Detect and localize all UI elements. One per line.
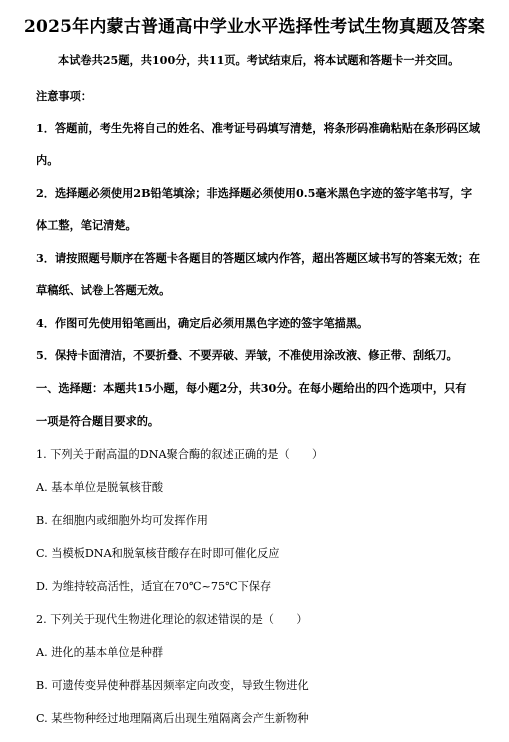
notice-4: 4．作图可先使用铅笔画出，确定后必须用黑色字迹的签字笔描黑。 — [36, 316, 369, 330]
intro-text: 本试卷共25题，共100分，共11页。考试结束后，将本试题和答题卡一并交回。 — [58, 53, 460, 67]
question-1-stem: 1. 下列关于耐高温的DNA聚合酶的叙述正确的是（ ） — [36, 448, 324, 461]
question-2-option-b: B. 可遗传变异使种群基因频率定向改变，导致生物进化 — [36, 679, 309, 692]
question-2-option-a: A. 进化的基本单位是种群 — [36, 646, 164, 659]
notice-2-line-2: 体工整，笔记清楚。 — [36, 218, 137, 232]
notice-1-line-2: 内。 — [36, 153, 59, 167]
question-1-option-d: D. 为维持较高活性，适宜在70℃~75℃下保存 — [36, 580, 272, 593]
document-title: 2025年内蒙古普通高中学业水平选择性考试生物真题及答案 — [24, 17, 485, 37]
notice-5: 5．保持卡面清洁，不要折叠、不要弄破、弄皱，不准使用涂改液、修正带、刮纸刀。 — [36, 348, 458, 362]
notice-3-line-2: 草稿纸、试卷上答题无效。 — [36, 283, 171, 297]
question-1-option-c: C. 当模板DNA和脱氧核苷酸存在时即可催化反应 — [36, 547, 280, 560]
notice-3-line-1: 3．请按照题号顺序在答题卡各题目的答题区域内作答，超出答题区域书写的答案无效；在 — [36, 251, 481, 265]
notice-heading: 注意事项： — [36, 89, 92, 103]
notice-2-line-1: 2．选择题必须使用2B铅笔填涂；非选择题必须使用0.5毫米黑色字迹的签字笔书写，字 — [36, 186, 473, 200]
question-1-option-b: B. 在细胞内或细胞外均可发挥作用 — [36, 514, 208, 527]
question-2-stem: 2. 下列关于现代生物进化理论的叙述错误的是（ ） — [36, 613, 308, 626]
section-heading-line-2: 一项是符合题目要求的。 — [36, 414, 160, 428]
notice-1-line-1: 1．答题前，考生先将自己的姓名、准考证号码填写清楚，将条形码准确粘贴在条形码区域 — [36, 121, 481, 135]
section-heading-line-1: 一、选择题：本题共15小题，每小题2分，共30分。在每小题给出的四个选项中，只有 — [36, 381, 467, 395]
question-1-option-a: A. 基本单位是脱氧核苷酸 — [36, 481, 164, 494]
question-2-option-c: C. 某些物种经过地理隔离后出现生殖隔离会产生新物种 — [36, 712, 309, 725]
